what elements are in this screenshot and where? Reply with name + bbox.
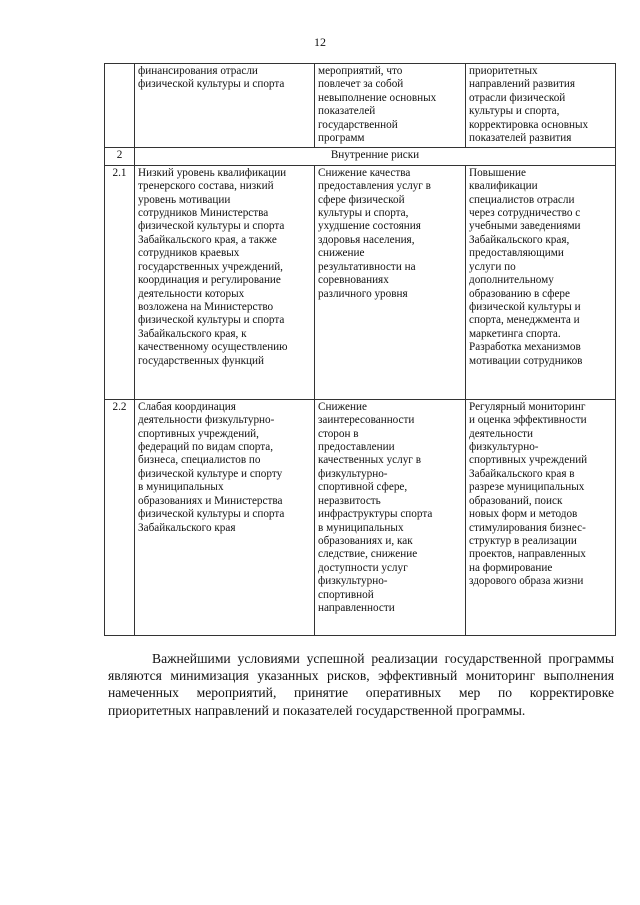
cell-line: показателей развития	[469, 132, 572, 145]
cell-line: Регулярный мониторинг	[469, 400, 586, 413]
cell-line: спортивных учреждений,	[138, 427, 259, 440]
cell-line: Забайкальского края в	[469, 467, 575, 480]
cell-line: следствие, снижение	[318, 548, 418, 561]
cell-line: физкультурно-	[469, 441, 539, 454]
risk-cell	[135, 165, 315, 399]
cell-line: физической культуры и спорта	[138, 508, 285, 521]
cell-line: сфере физической	[318, 193, 405, 206]
row-number: 2.1	[105, 165, 135, 399]
cell-line: Забайкальского края	[138, 521, 236, 534]
cell-line: спорта, менеджмента и	[469, 314, 580, 327]
cell-line: физической культуры и спорта	[138, 78, 285, 91]
consequences-cell	[315, 165, 466, 399]
cell-line: через сотрудничество с	[469, 207, 581, 220]
cell-line: повлечет за собой	[318, 78, 404, 91]
cell-line: спортивной	[318, 588, 374, 601]
cell-line: разрезе муниципальных	[469, 481, 585, 494]
cell-line: государственной	[318, 118, 398, 131]
table-row	[105, 399, 616, 635]
cell-line: соревнованиях	[318, 274, 389, 287]
cell-line: отрасли физической	[469, 91, 566, 104]
cell-line: различного уровня	[318, 287, 408, 300]
cell-line: государственных функций	[138, 354, 265, 367]
cell-line: физической культуры и спорта	[138, 314, 285, 327]
cell-line: государственных учреждений,	[138, 260, 283, 273]
cell-line: Снижение качества	[318, 166, 411, 179]
cell-line: новых форм и методов	[469, 508, 578, 521]
cell-line: предоставлении	[318, 441, 395, 454]
cell-line: мотивации сотрудников	[469, 354, 583, 367]
cell-line: в муниципальных	[318, 521, 404, 534]
cell-line: программ	[318, 132, 365, 145]
cell-line: физической культуре и спорту	[138, 467, 283, 480]
cell-line: Слабая координация	[138, 400, 236, 413]
cell-line: здорового образа жизни	[469, 575, 584, 588]
cell-line: Снижение	[318, 400, 367, 413]
table-row	[105, 165, 616, 399]
cell-line: культуры и спорта,	[318, 207, 409, 220]
cell-line: квалификации	[469, 180, 538, 193]
cell-line: физической культуры и спорта	[138, 220, 285, 233]
cell-line: физкультурно-	[318, 467, 388, 480]
cell-line: сотрудников краевых	[138, 247, 240, 260]
cell-line: снижение	[318, 247, 365, 260]
cell-line: Забайкальского края, а также	[138, 233, 277, 246]
table-row	[105, 148, 616, 165]
cell-line: физической культуры и	[469, 300, 581, 313]
cell-line: деятельности физкультурно-	[138, 414, 275, 427]
risk-cell	[135, 399, 315, 635]
cell-line: услуги по	[469, 260, 516, 273]
cell-line: финансирования отрасли	[138, 65, 258, 77]
cell-line: здоровья населения,	[318, 233, 415, 246]
cell-line: заинтересованности	[318, 414, 415, 427]
cell-line: Забайкальского края, к	[138, 327, 247, 340]
cell-line: образованиях и, как	[318, 534, 413, 547]
cell-line: культуры и спорта,	[469, 105, 560, 118]
closing-paragraph-text: Важнейшими условиями успешной реализации государственной программы являются минимизация указанных рисков, эффективный мониторинг выполнения намеченных мероприятий, принятие оперативных мер по корректировке приоритетных направлений и показателей государственной программы.	[108, 651, 614, 718]
measures-cell	[466, 165, 616, 399]
page-number: 12	[314, 35, 326, 49]
cell-line: неразвитость	[318, 494, 381, 507]
cell-line: деятельности	[469, 427, 534, 440]
cell-line: возложена на Министерство	[138, 300, 274, 313]
cell-line: направлений развития	[469, 78, 576, 91]
cell-line: и оценка эффективности	[469, 414, 587, 427]
row-number	[105, 64, 135, 148]
cell-line: тренерского состава, низкий	[138, 180, 274, 193]
cell-line: уровень мотивации	[138, 193, 231, 206]
cell-line: невыполнение основных	[318, 91, 437, 104]
cell-line: бизнеса, специалистов по	[138, 454, 261, 467]
cell-line: показателей	[318, 105, 376, 118]
cell-line: качественных услуг в	[318, 454, 421, 467]
cell-line: предоставляющими	[469, 247, 564, 260]
measures-cell	[466, 399, 616, 635]
cell-line: результативности на	[318, 260, 416, 273]
cell-line: стимулирования бизнес-	[469, 521, 586, 534]
table-row	[105, 64, 616, 148]
cell-line: приоритетных	[469, 65, 538, 77]
consequences-cell	[315, 64, 466, 148]
cell-line: Повышение	[469, 166, 526, 179]
consequences-cell	[315, 399, 466, 635]
cell-line: сотрудников Министерства	[138, 207, 269, 220]
measures-cell	[466, 64, 616, 148]
cell-line: на формирование	[469, 561, 553, 574]
cell-line: спортивных учреждений	[469, 454, 588, 467]
cell-line: направленности	[318, 601, 395, 614]
cell-line: координация и регулирование	[138, 274, 281, 287]
cell-line: Низкий уровень квалификации	[138, 166, 287, 179]
cell-line: специалистов отрасли	[469, 193, 575, 206]
cell-line: доступности услуг	[318, 561, 408, 574]
risk-cell	[135, 64, 315, 148]
cell-line: деятельности которых	[138, 287, 245, 300]
cell-line: дополнительному	[469, 274, 554, 287]
cell-line: федераций по видам спорта,	[138, 441, 274, 454]
cell-line: предоставления услуг в	[318, 180, 431, 193]
row-number: 2	[105, 148, 135, 165]
cell-line: Разработка механизмов	[469, 341, 581, 354]
cell-line: ухудшение состояния	[318, 220, 421, 233]
cell-line: маркетинга спорта.	[469, 327, 561, 340]
risk-table	[104, 63, 616, 636]
cell-line: сторон в	[318, 427, 359, 440]
cell-line: проектов, направленных	[469, 548, 586, 561]
closing-paragraph	[108, 650, 614, 719]
cell-line: образованию в сфере	[469, 287, 570, 300]
section-heading: Внутренние риски	[135, 148, 616, 165]
cell-line: физкультурно-	[318, 575, 388, 588]
cell-line: учебными заведениями	[469, 220, 581, 233]
cell-line: структур в реализации	[469, 534, 577, 547]
cell-line: спортивной сфере,	[318, 481, 408, 494]
cell-line: мероприятий, что	[318, 65, 403, 77]
row-number: 2.2	[105, 399, 135, 635]
cell-line: Забайкальского края,	[469, 233, 570, 246]
cell-line: корректировка основных	[469, 118, 589, 131]
cell-line: инфраструктуры спорта	[318, 508, 433, 521]
cell-line: в муниципальных	[138, 481, 224, 494]
cell-line: качественному осуществлению	[138, 341, 288, 354]
cell-line: образований, поиск	[469, 494, 563, 507]
cell-line: образованиях и Министерства	[138, 494, 283, 507]
